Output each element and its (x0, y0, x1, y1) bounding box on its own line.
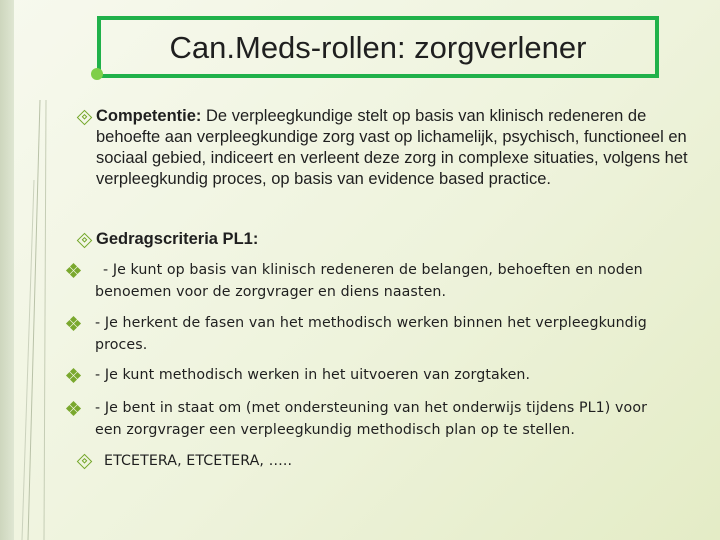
criterion-1-line-2: benoemen voor de zorgvrager en diens naasten. (95, 284, 447, 300)
criterion-2-line-1: - Je herkent de fasen van het methodisch werken binnen het verpleegkundig (95, 315, 647, 331)
criterion-3 (95, 364, 695, 386)
diamond-outline-icon (77, 454, 93, 470)
competentie-text: De verpleegkundige stelt op basis van klinisch redeneren de behoefte aan verpleegkundige zorg vast op lichamelijk, psychisch, functioneel en sociaal gebied, indiceert en verleent deze zorg in complexe situaties, volgens het verpleegkundig proces, op basis van evidence based practice. (96, 107, 688, 188)
etcetera-text: ETCETERA, ETCETERA, ….. (104, 453, 293, 469)
title-frame (97, 16, 659, 78)
four-diamond-icon (67, 317, 80, 330)
criterion-2-line-2: proces. (95, 337, 148, 353)
gedragscriteria-heading: Gedragscriteria PL1: (96, 230, 259, 248)
criterion-4 (95, 397, 695, 441)
criterion-4-line-1: - Je bent in staat om (met ondersteuning van het onderwijs tijdens PL1) voor (95, 400, 648, 416)
competentie-label: Competentie: (96, 107, 202, 125)
diamond-outline-icon (77, 110, 93, 126)
criterion-4-line-2: een zorgvrager een verpleegkundig methodisch plan op te stellen. (95, 422, 575, 438)
decorative-lines (0, 0, 60, 540)
four-diamond-icon (67, 369, 80, 382)
diamond-outline-icon (77, 233, 93, 249)
criterion-2 (95, 312, 695, 356)
criterion-3-line-1: - Je kunt methodisch werken in het uitvoeren van zorgtaken. (95, 367, 531, 383)
competentie-paragraph (96, 106, 696, 190)
title-accent-dot (91, 68, 103, 80)
slide-title: Can.Meds-rollen: zorgverlener (169, 30, 587, 65)
criterion-1-line-1: - Je kunt op basis van klinisch redeneren de belangen, behoeften en noden (103, 262, 643, 278)
four-diamond-icon (67, 402, 80, 415)
four-diamond-icon (67, 264, 80, 277)
criterion-1 (95, 259, 695, 303)
